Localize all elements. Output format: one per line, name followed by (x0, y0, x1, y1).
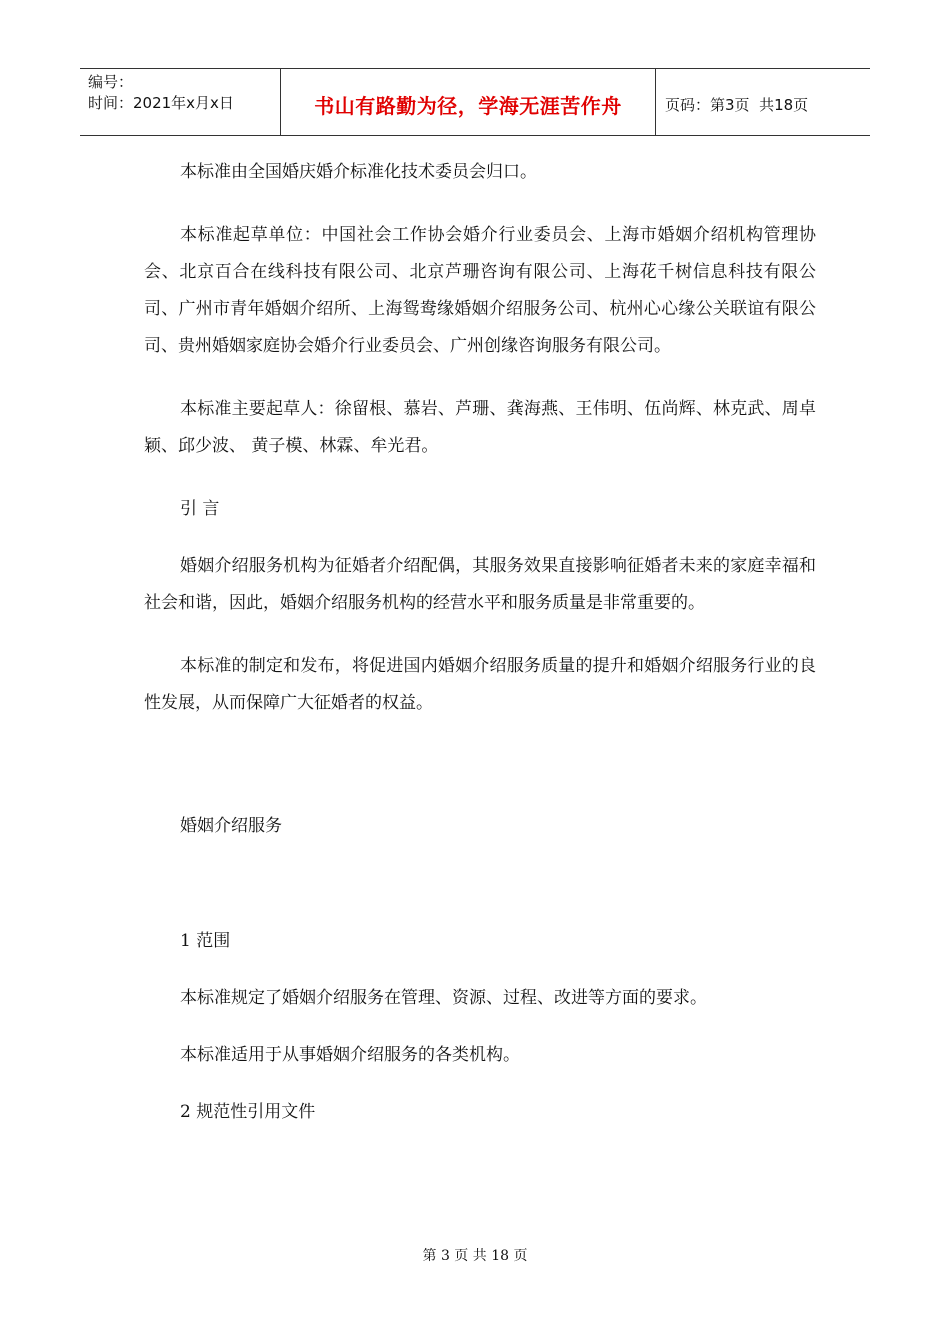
section-1-heading: 1 范围 (180, 931, 231, 951)
paragraph-drafting-units: 本标准起草单位：中国社会工作协会婚介行业委员会、上海市婚姻介绍机构管理协会、北京百合在线科技有限公司、北京芦珊咨询有限公司、上海花千树信息科技有限公司、广州市青年婚姻介绍所、上海鸳鸯缘婚姻介绍服务公司、杭州心心缘公关联谊有限公司、贵州婚姻家庭协会婚介行业委员会、广州创缘咨询服务有限公司。 (144, 225, 816, 356)
header-page-info: 页码：第3页 共18页 (665, 95, 809, 114)
header-motto: 书山有路勤为径，学海无涯苦作舟 (314, 93, 622, 118)
intro-heading: 引 言 (180, 499, 220, 519)
paragraph-intro-2: 本标准的制定和发布，将促进国内婚姻介绍服务质量的提升和婚姻介绍服务行业的良性发展，从而保障广大征婚者的权益。 (144, 656, 816, 713)
header-meta-cell (80, 69, 281, 135)
doc-time-label: 时间：2021年x月x日 (88, 94, 234, 112)
paragraph-scope-2: 本标准适用于从事婚姻介绍服务的各类机构。 (180, 1045, 520, 1065)
document-body (144, 148, 816, 1131)
section-2-heading: 2 规范性引用文件 (180, 1102, 316, 1122)
paragraph-scope-1: 本标准规定了婚姻介绍服务在管理、资源、过程、改进等方面的要求。 (180, 988, 707, 1008)
document-title: 婚姻介绍服务 (180, 816, 282, 836)
header-page-cell (656, 69, 870, 135)
header-motto-cell (281, 69, 656, 135)
paragraph-committee: 本标准由全国婚庆婚介标准化技术委员会归口。 (180, 162, 537, 182)
doc-number-label: 编号： (88, 73, 134, 91)
paragraph-drafters: 本标准主要起草人：徐留根、慕岩、芦珊、龚海燕、王伟明、伍尚辉、林克武、周卓颖、邱少波、 黄子模、林霖、牟光君。 (144, 399, 816, 456)
page-header (80, 68, 870, 136)
paragraph-intro-1: 婚姻介绍服务机构为征婚者介绍配偶，其服务效果直接影响征婚者未来的家庭幸福和社会和谐，因此，婚姻介绍服务机构的经营水平和服务质量是非常重要的。 (144, 556, 816, 613)
page-footer: 第 3 页 共 18 页 (422, 1248, 528, 1264)
